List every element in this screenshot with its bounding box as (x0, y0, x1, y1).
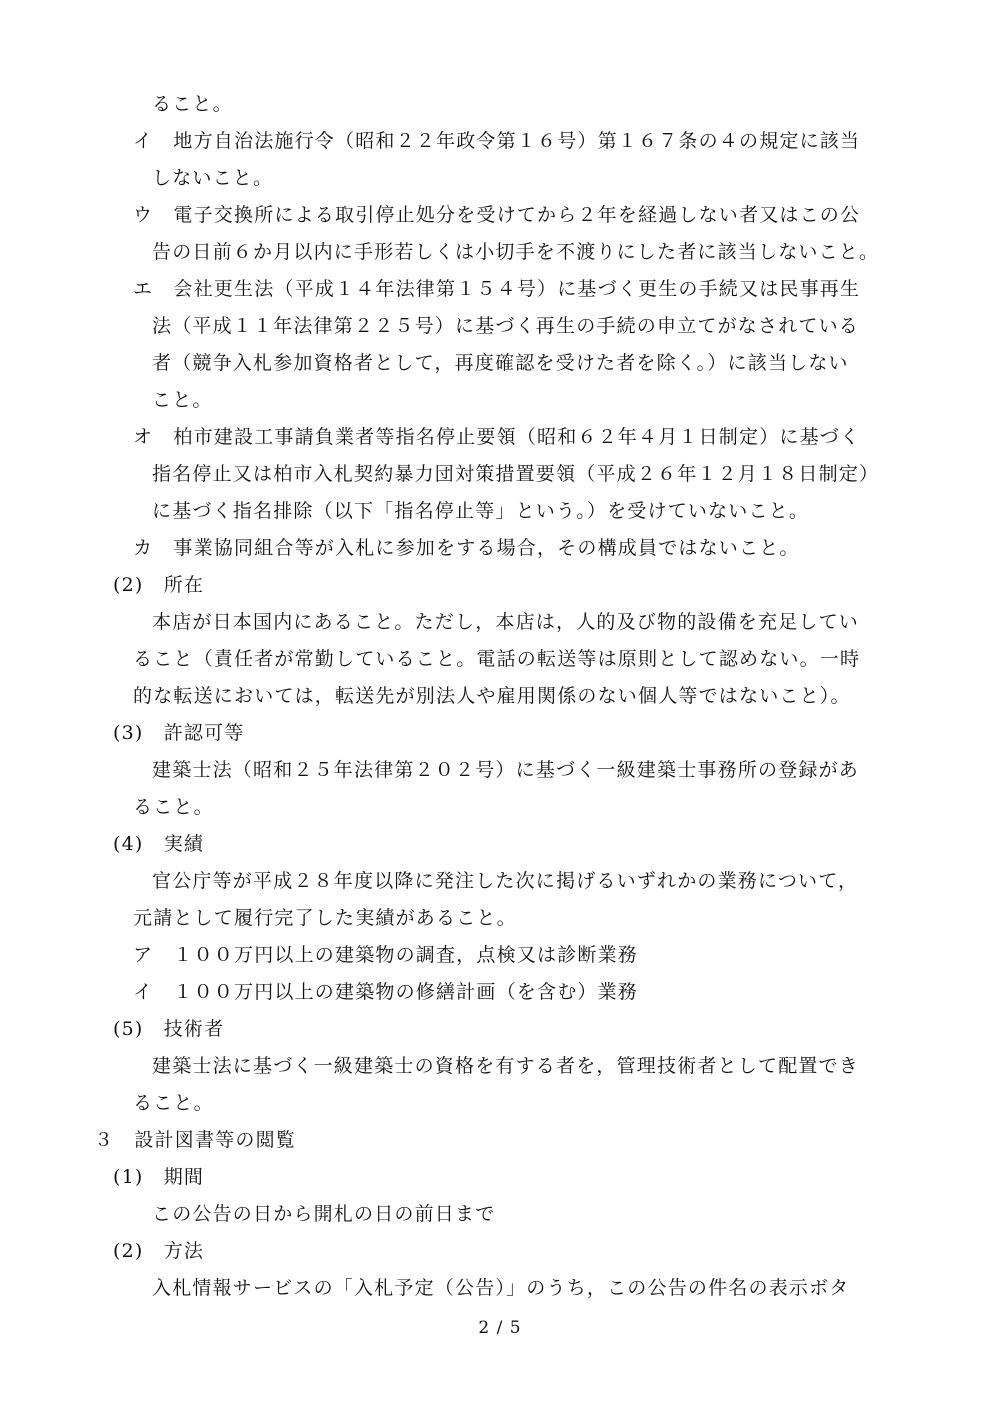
section-heading: (5) 技術者 (113, 1018, 225, 1040)
text-line: こと。 (152, 389, 213, 411)
text-line: ウ 電子交換所による取引停止処分を受けてから２年を経過しない者又はこの公 (133, 204, 861, 226)
text-line: ること。 (133, 1092, 214, 1114)
text-line: 法（平成１１年法律第２２５号）に基づく再生の手続の申立てがなされている (152, 315, 860, 337)
chapter-heading: ３ 設計図書等の閲覧 (94, 1129, 297, 1151)
text-line: 建築士法に基づく一級建築士の資格を有する者を，管理技術者として配置でき (152, 1055, 860, 1077)
text-line: 入札情報サービスの「入札予定（公告）」のうち，この公告の件名の表示ボタ (152, 1277, 850, 1299)
text-line: この公告の日から開札の日の前日まで (152, 1203, 496, 1225)
text-line: 建築士法（昭和２５年法律第２０２号）に基づく一級建築士事務所の登録があ (152, 759, 860, 781)
section-heading: (2) 所在 (113, 574, 205, 596)
text-line: しないこと。 (152, 167, 274, 189)
text-line: 官公庁等が平成２８年度以降に発注した次に掲げるいずれかの業務について， (152, 870, 859, 892)
text-line: オ 柏市建設工事請負業者等指名停止要領（昭和６２年４月１日制定）に基づく (133, 426, 861, 448)
text-line: ること。 (152, 93, 233, 115)
section-heading: (4) 実績 (113, 833, 205, 855)
text-line: ること（責任者が常勤していること。電話の転送等は原則として認めない。一時 (133, 648, 861, 670)
text-line: に基づく指名排除（以下「指名停止等」という。）を受けていないこと。 (152, 500, 810, 522)
text-line: 元請として履行完了した実績があること。 (133, 907, 517, 929)
section-heading: (1) 期間 (113, 1166, 205, 1188)
text-line: 指名停止又は柏市入札契約暴力団対策措置要領（平成２６年１２月１８日制定） (152, 463, 880, 485)
text-line: カ 事業協同組合等が入札に参加をする場合，その構成員ではないこと。 (133, 537, 800, 559)
text-line: ア １００万円以上の建築物の調査，点検又は診断業務 (133, 944, 639, 966)
section-heading: (2) 方法 (113, 1240, 205, 1262)
text-line: イ 地方自治法施行令（昭和２２年政令第１６号）第１６７条の４の規定に該当 (133, 130, 861, 152)
text-line: 本店が日本国内にあること。ただし，本店は，人的及び物的設備を充足してい (152, 611, 860, 633)
text-line: ること。 (133, 796, 214, 818)
section-heading: (3) 許認可等 (113, 722, 245, 744)
page-number: 2 / 5 (478, 1318, 522, 1338)
text-line: 告の日前６か月以内に手形若しくは小切手を不渡りにした者に該当しないこと。 (152, 241, 880, 263)
text-line: エ 会社更生法（平成１４年法律第１５４号）に基づく更生の手続又は民事再生 (133, 278, 861, 300)
text-line: イ １００万円以上の建築物の修繕計画（を含む）業務 (133, 981, 639, 1003)
text-line: 的な転送においては，転送先が別法人や雇用関係のない個人等ではないこと）。 (133, 685, 851, 707)
text-line: 者（競争入札参加資格者として，再度確認を受けた者を除く。）に該当しない (152, 352, 849, 374)
